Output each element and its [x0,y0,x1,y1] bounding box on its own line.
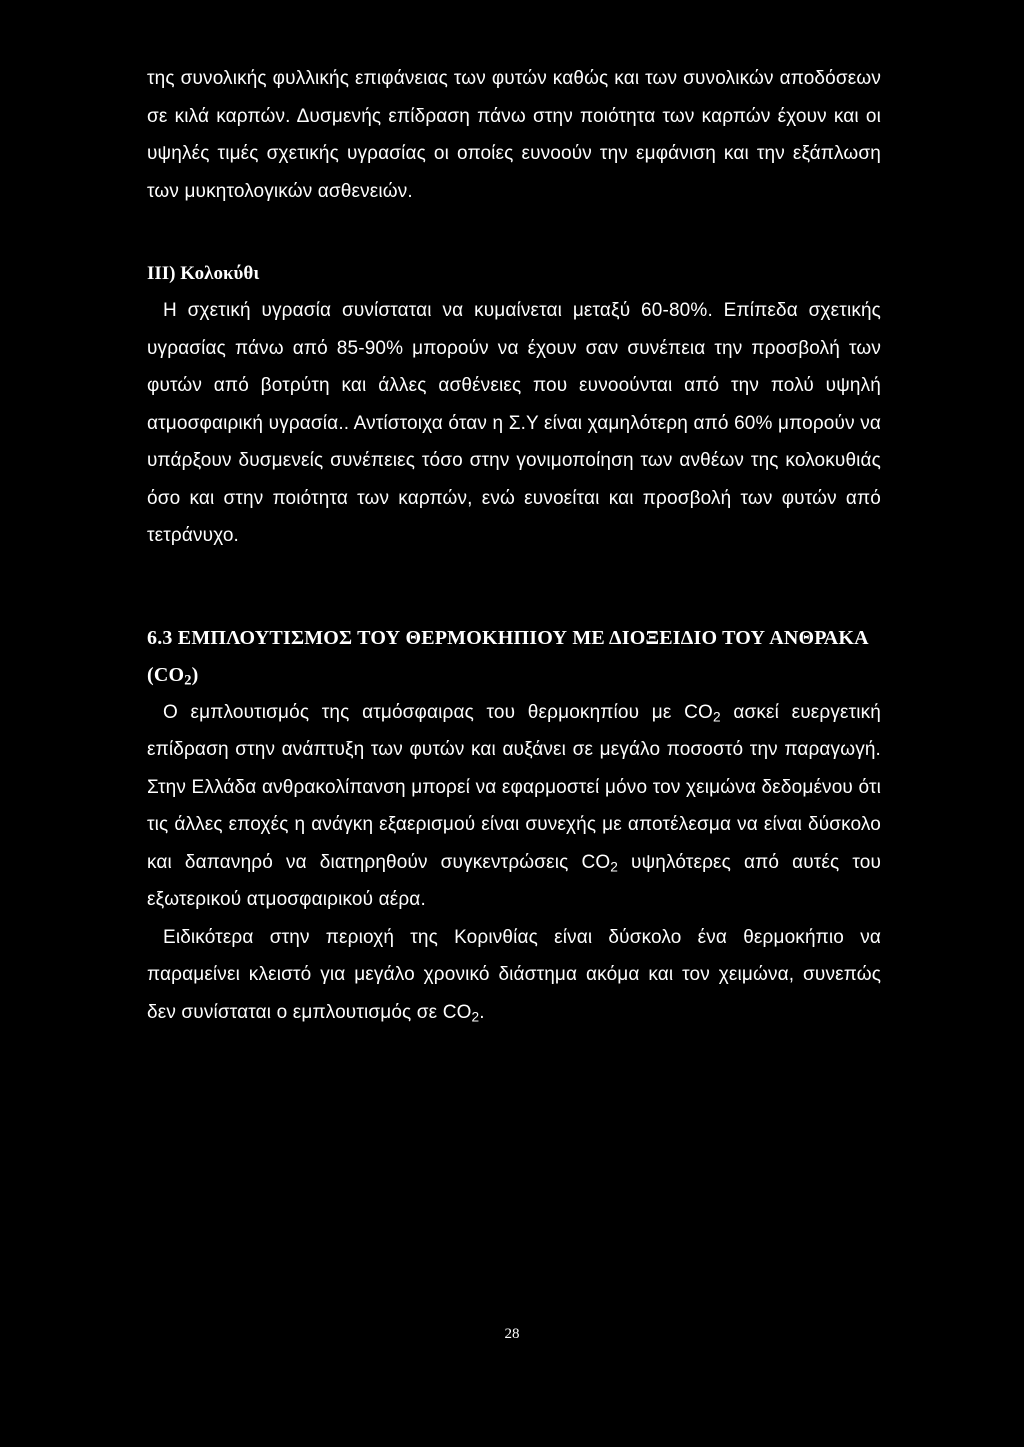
co2-subscript: 2 [471,1008,480,1024]
paragraph-co2-text-e: υψηλότερες από αυτές του εξωτερικού ατμοσφαιρικού αέρα. [147,851,881,910]
section-heading-co2 [147,620,881,694]
paragraph-co2-text-a: Ο εμπλουτισμός της ατμόσφαιρας του θερμοκηπίου με CO [163,701,713,723]
co2-subscript: 2 [712,708,721,724]
paragraph-corinthia-end: . [479,1001,485,1023]
section-heading-text: 6.3 ΕΜΠΛΟΥΤΙΣΜΟΣ ΤΟΥ ΘΕΡΜΟΚΗΠΙΟΥ ΜΕ ΔΙΟΞΕΙΔΙΟ ΤΟΥ ΑΝΘΡΑΚΑ (CO [147,626,868,686]
paragraph-corinthia [147,919,881,1032]
co2-subscript: 2 [610,858,619,874]
page-number: 28 [504,1326,520,1342]
section-heading-close: ) [191,663,199,686]
paragraph-co2-enrichment [147,694,881,919]
paragraph-corinthia-text: Ειδικότερα στην περιοχή της Κορινθίας είναι δύσκολο ένα θερμοκήπιο να παραμείνει κλειστό για μεγάλο χρονικό διάστημα ακόμα και τον χειμώνα, συνεπώς δεν συνίσταται ο εμπλουτισμός σε CO [147,926,881,1023]
subheading-pumpkin: III) Κολοκύθι [147,263,260,284]
paragraph-humidity-pumpkin: Η σχετική υγρασία συνίσταται να κυμαίνεται μεταξύ 60-80%. Επίπεδα σχετικής υγρασίας πάνω από 85-90% μπορούν να έχουν σαν συνέπεια την προσβολή των φυτών από βοτρύτη και άλλες ασθένειες που ευνοούνται από την πολύ υψηλή ατμοσφαιρική υγρασία.. Αντίστοιχα όταν η Σ.Υ είναι χαμηλότερη από 60% μπορούν να υπάρξουν δυσμενείς συνέπειες τόσο στην γονιμοποίηση των ανθέων της κολοκυθιάς όσο και στην ποιότητα των καρπών, ενώ ευνοείται και προσβολή των φυτών από τετράνυχο. [147,300,881,546]
paragraph-co2-text-c: ασκεί ευεργετική επίδραση στην ανάπτυξη των φυτών και αυξάνει σε μεγάλο ποσοστό την παραγωγή. Στην Ελλάδα ανθρακολίπανση μπορεί να εφαρμοστεί μόνο τον χειμώνα δεδομένου ότι τις άλλες εποχές η ανάγκη εξαερισμού είναι συνεχής με αποτέλεσμα να είναι δύσκολο και δαπανηρό να διατηρηθούν συγκεντρώσεις CO [147,701,881,873]
section-heading-subscript: 2 [184,672,192,689]
paragraph-leaf-area: της συνολικής φυλλικής επιφάνειας των φυτών καθώς και των συνολικών αποδόσεων σε κιλά καρπών. Δυσμενής επίδραση πάνω στην ποιότητα των καρπών έχουν και οι υψηλές τιμές σχετικής υγρασίας οι οποίες ευνοούν την εμφάνιση και την εξάπλωση των μυκητολογικών ασθενειών. [147,68,881,202]
document-page [147,60,881,1031]
